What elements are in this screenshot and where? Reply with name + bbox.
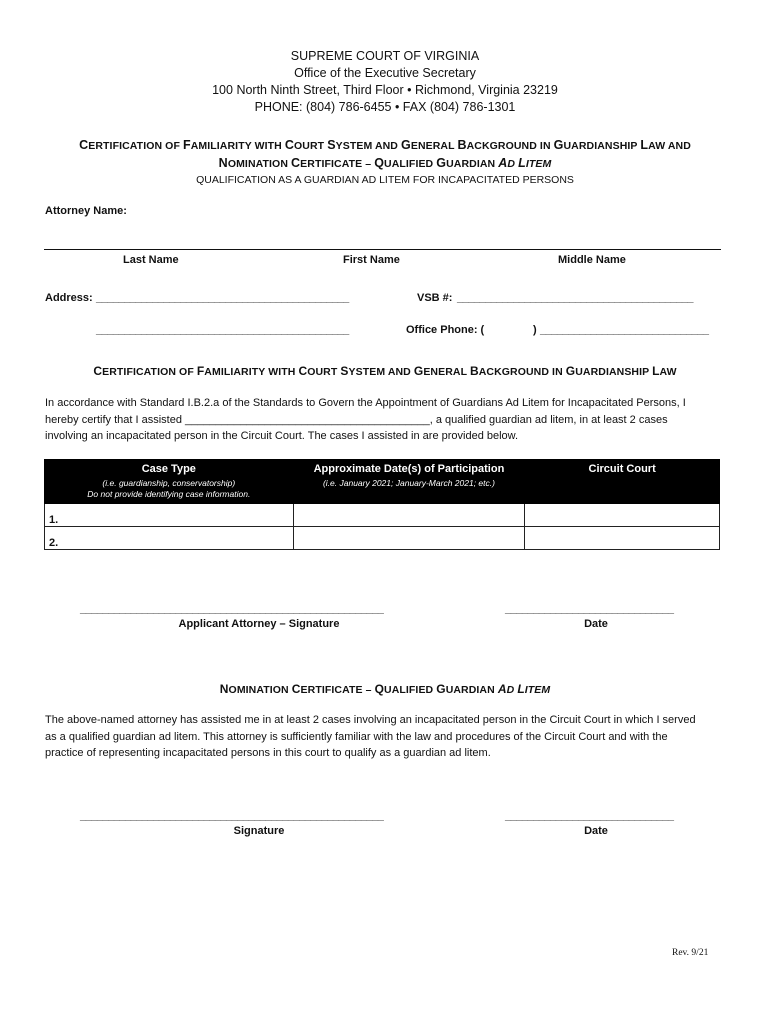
middle-name-label: Middle Name	[558, 254, 626, 266]
heading-text: OURT	[294, 140, 328, 152]
office-phone: PHONE: (804) 786-6455 • FAX (804) 786-1301	[254, 100, 516, 114]
date-header	[293, 460, 525, 504]
form-title-line1	[0, 138, 770, 152]
office-phone-field[interactable]: ______________________________	[540, 324, 709, 336]
applicant-signature-label: Applicant Attorney – Signature	[178, 618, 340, 630]
heading-initial: A	[498, 156, 508, 170]
case-type-cell-2[interactable]: 2.	[45, 527, 294, 550]
attorney-name-label: Attorney Name:	[45, 205, 127, 217]
heading-text: D	[507, 158, 519, 170]
heading-text: ACKGROUND IN	[466, 140, 554, 152]
heading-text: ERTIFICATE –	[300, 158, 375, 170]
heading-initial: G	[436, 156, 447, 170]
circuit-court-cell-2[interactable]	[525, 527, 720, 550]
heading-initial: F	[182, 138, 191, 152]
heading-text: UALIFIED	[384, 158, 437, 170]
section2-heading-text	[220, 684, 498, 696]
heading-initial: S	[340, 364, 349, 378]
heading-text: UALIFIED	[384, 684, 437, 696]
heading-initial: L	[640, 138, 649, 152]
heading-text: OURT	[307, 366, 341, 378]
heading-initial: N	[219, 682, 229, 696]
office-phone-paren: )	[533, 324, 537, 336]
heading-initial: G	[565, 364, 576, 378]
heading-initial: C	[284, 138, 295, 152]
heading-text: AW	[659, 366, 677, 378]
case-type-header-label: Case Type	[141, 463, 196, 475]
case-type-note2: Do not provide identifying case information.	[87, 489, 251, 499]
last-name-label: Last Name	[123, 254, 179, 266]
table-row	[45, 527, 720, 550]
nominator-date-label: Date	[584, 825, 608, 837]
heading-initial: G	[553, 138, 564, 152]
heading-initial: G	[401, 138, 411, 152]
heading-initial: L	[518, 156, 526, 170]
certification-line1: In accordance with Standard I.B.2.a of the Standards to Govern the Appointment of Guardians Ad Litem for Incapacitated Persons, I	[45, 397, 686, 409]
heading-text: ERTIFICATION OF	[102, 366, 197, 378]
court-name: SUPREME COURT OF VIRGINIA	[290, 49, 480, 63]
heading-text: ENERAL	[410, 140, 458, 152]
heading-initial: L	[652, 364, 660, 378]
office-phone-label: Office Phone: (	[406, 324, 485, 336]
form-title-line2	[0, 156, 770, 170]
nomination-paragraph	[45, 712, 735, 762]
heading-text: ITEM	[524, 684, 551, 696]
heading-text: ACKGROUND IN	[478, 366, 566, 378]
heading-text: D	[506, 684, 518, 696]
certification-line3: involving an incapacitated person in the Circuit Court. The cases I assisted in are provided below.	[45, 430, 519, 442]
address-label: Address:	[45, 292, 93, 304]
heading-initial: N	[218, 156, 228, 170]
address-field-line1[interactable]: _____________________________________________	[96, 292, 349, 304]
heading-text: AMILIARITY WITH	[190, 140, 285, 152]
heading-initial: Q	[374, 156, 385, 170]
address-field-line2[interactable]: _____________________________________________	[96, 324, 349, 336]
heading-text: OMINATION	[227, 158, 292, 170]
heading-text: YSTEM AND	[348, 366, 414, 378]
applicant-signature-field[interactable]: ______________________________________________________	[80, 603, 384, 615]
heading-text: UARDIANSHIP	[575, 366, 653, 378]
form-title-ad-litem	[498, 158, 551, 170]
nominator-signature-label: Signature	[233, 825, 285, 837]
heading-text: UARDIANSHIP	[563, 140, 641, 152]
heading-initial: B	[457, 138, 467, 152]
case-type-note1: (i.e. guardianship, conservatorship)	[102, 478, 236, 488]
nominator-date-field[interactable]: ______________________________	[505, 810, 674, 822]
nomination-line2: as a qualified guardian ad litem. This attorney is sufficiently familiar with the law and procedures of the Circuit Court and with the	[45, 730, 668, 743]
section2-heading-ad-litem	[498, 684, 550, 696]
heading-text: AW AND	[648, 140, 691, 152]
document-header	[0, 48, 770, 116]
table-row	[45, 504, 720, 527]
heading-initial: L	[517, 682, 525, 696]
circuit-court-cell-1[interactable]	[525, 504, 720, 527]
applicant-date-label: Date	[584, 618, 608, 630]
heading-initial: C	[93, 364, 103, 378]
heading-initial: S	[327, 138, 336, 152]
date-header-note: (i.e. January 2021; January-March 2021; etc.)	[322, 478, 495, 488]
nomination-line1: The above-named attorney has assisted me in at least 2 cases involving an incapacitated person in the Circuit Court in which I served	[45, 714, 696, 726]
heading-text: OMINATION	[228, 684, 292, 696]
heading-initial: G	[413, 364, 424, 378]
heading-initial: C	[291, 682, 301, 696]
office-address: 100 North Ninth Street, Third Floor • Richmond, Virginia 23219	[212, 83, 558, 97]
certification-paragraph	[45, 395, 725, 445]
office-name: Office of the Executive Secretary	[294, 66, 476, 80]
heading-initial: A	[497, 682, 507, 696]
cases-table	[44, 459, 720, 550]
heading-initial: Q	[374, 682, 385, 696]
section1-heading	[0, 364, 770, 378]
heading-text: UARDIAN	[446, 158, 499, 170]
form-title-line2-text	[219, 158, 499, 170]
heading-text: ENERAL	[423, 366, 470, 378]
vsb-label: VSB #:	[417, 292, 453, 304]
circuit-court-header	[525, 460, 720, 504]
heading-text: ERTIFICATION OF	[88, 140, 183, 152]
case-type-header	[45, 460, 294, 504]
certification-line2: hereby certify that I assisted ________________________________________, a qualified guardian ad litem, in at least 2 cases	[45, 413, 668, 426]
revision-date: Rev. 9/21	[672, 948, 709, 958]
vsb-field[interactable]: __________________________________________	[457, 292, 693, 304]
heading-initial: C	[291, 156, 301, 170]
case-type-cell-1[interactable]: 1.	[45, 504, 294, 527]
date-cell-1[interactable]	[293, 504, 525, 527]
table-header-row	[45, 460, 720, 504]
date-header-label: Approximate Date(s) of Participation	[313, 463, 505, 475]
heading-text: ITEM	[525, 158, 552, 170]
heading-text: AMILIARITY WITH	[204, 366, 299, 378]
case-type-header-note	[49, 478, 289, 500]
nomination-line3: practice of representing incapacitated persons in this court to qualify as a guardian ad litem.	[45, 747, 491, 759]
applicant-date-field[interactable]: ______________________________	[505, 603, 674, 615]
heading-text: UARDIAN	[445, 684, 498, 696]
heading-initial: C	[79, 138, 89, 152]
circuit-court-header-label: Circuit Court	[588, 463, 656, 475]
first-name-label: First Name	[343, 254, 400, 266]
heading-initial: G	[436, 682, 446, 696]
date-cell-2[interactable]	[293, 527, 525, 550]
section2-heading	[0, 682, 770, 696]
heading-initial: F	[196, 364, 205, 378]
heading-text: YSTEM AND	[335, 140, 402, 152]
heading-initial: B	[469, 364, 479, 378]
heading-initial: C	[298, 364, 308, 378]
nominator-signature-field[interactable]: ______________________________________________________	[80, 810, 384, 822]
heading-text: ERTIFICATE –	[300, 684, 375, 696]
attorney-name-field[interactable]	[44, 249, 721, 250]
form-subtitle: QUALIFICATION AS A GUARDIAN AD LITEM FOR INCAPACITATED PERSONS	[196, 174, 574, 186]
